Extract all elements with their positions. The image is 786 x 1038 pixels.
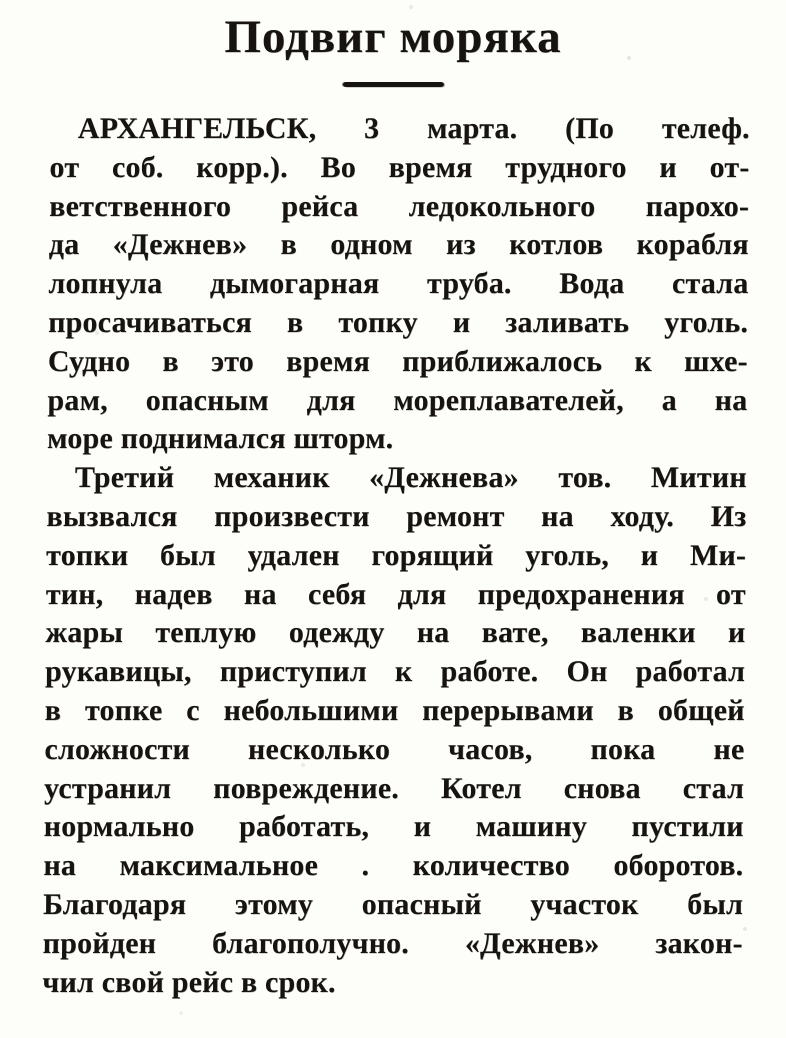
text-line: Третий механик «Дежнева» тов. Митин <box>74 460 747 494</box>
text-line: рукавицы, приступил к работе. Он работал <box>44 654 746 688</box>
text-line: Благодаря этому опасный участок был <box>42 887 744 921</box>
text-line: просачиваться в топку и заливать уголь. <box>48 305 749 339</box>
paragraph <box>47 110 750 459</box>
text-line: море поднимался шторм. <box>46 422 394 456</box>
text-line: чил свой рейс в срок. <box>42 965 336 999</box>
text-line: да «Дежнев» в одном из котлов корабля <box>48 228 749 262</box>
text-line: Судно в это время приближалось к шхе- <box>47 344 748 378</box>
paragraph <box>42 459 747 1002</box>
text-line: на максимальное . количество оборотов. <box>43 848 744 882</box>
text-line: вызвался произвести ремонт на ходу. Из <box>46 499 747 533</box>
text-line: топки был удален горящий уголь, и Ми- <box>45 538 747 572</box>
text-line: рам, опасным для мореплавателей, а на <box>47 383 748 417</box>
text-line: от соб. корр.). Во время трудного и от- <box>49 150 750 184</box>
text-line: в топке с небольшими перерывами в общей <box>44 693 745 727</box>
text-line: устранил повреждение. Котел снова стал <box>43 771 745 805</box>
title-divider-rule <box>343 82 444 87</box>
text-line: жары теплую одежду на вате, валенки и <box>45 616 746 650</box>
text-line: лопнула дымогарная труба. Вода стала <box>48 267 749 300</box>
article-body <box>42 110 750 1002</box>
text-line: АРХАНГЕЛЬСК, 3 марта. (По телеф. <box>77 111 750 145</box>
text-line: нормально работать, и машину пустили <box>43 810 744 844</box>
article-title: Подвиг моряка <box>224 11 562 63</box>
text-line: тин, надев на себя для предохранения от <box>45 577 746 611</box>
text-line: пройден благополучно. «Дежнев» закон- <box>42 926 743 960</box>
scan-noise-speckles <box>0 0 2 2</box>
text-line: ветственного рейса ледокольного парохо- <box>49 189 750 223</box>
text-line: сложности несколько часов, пока не <box>44 732 745 766</box>
article-header <box>0 0 786 87</box>
